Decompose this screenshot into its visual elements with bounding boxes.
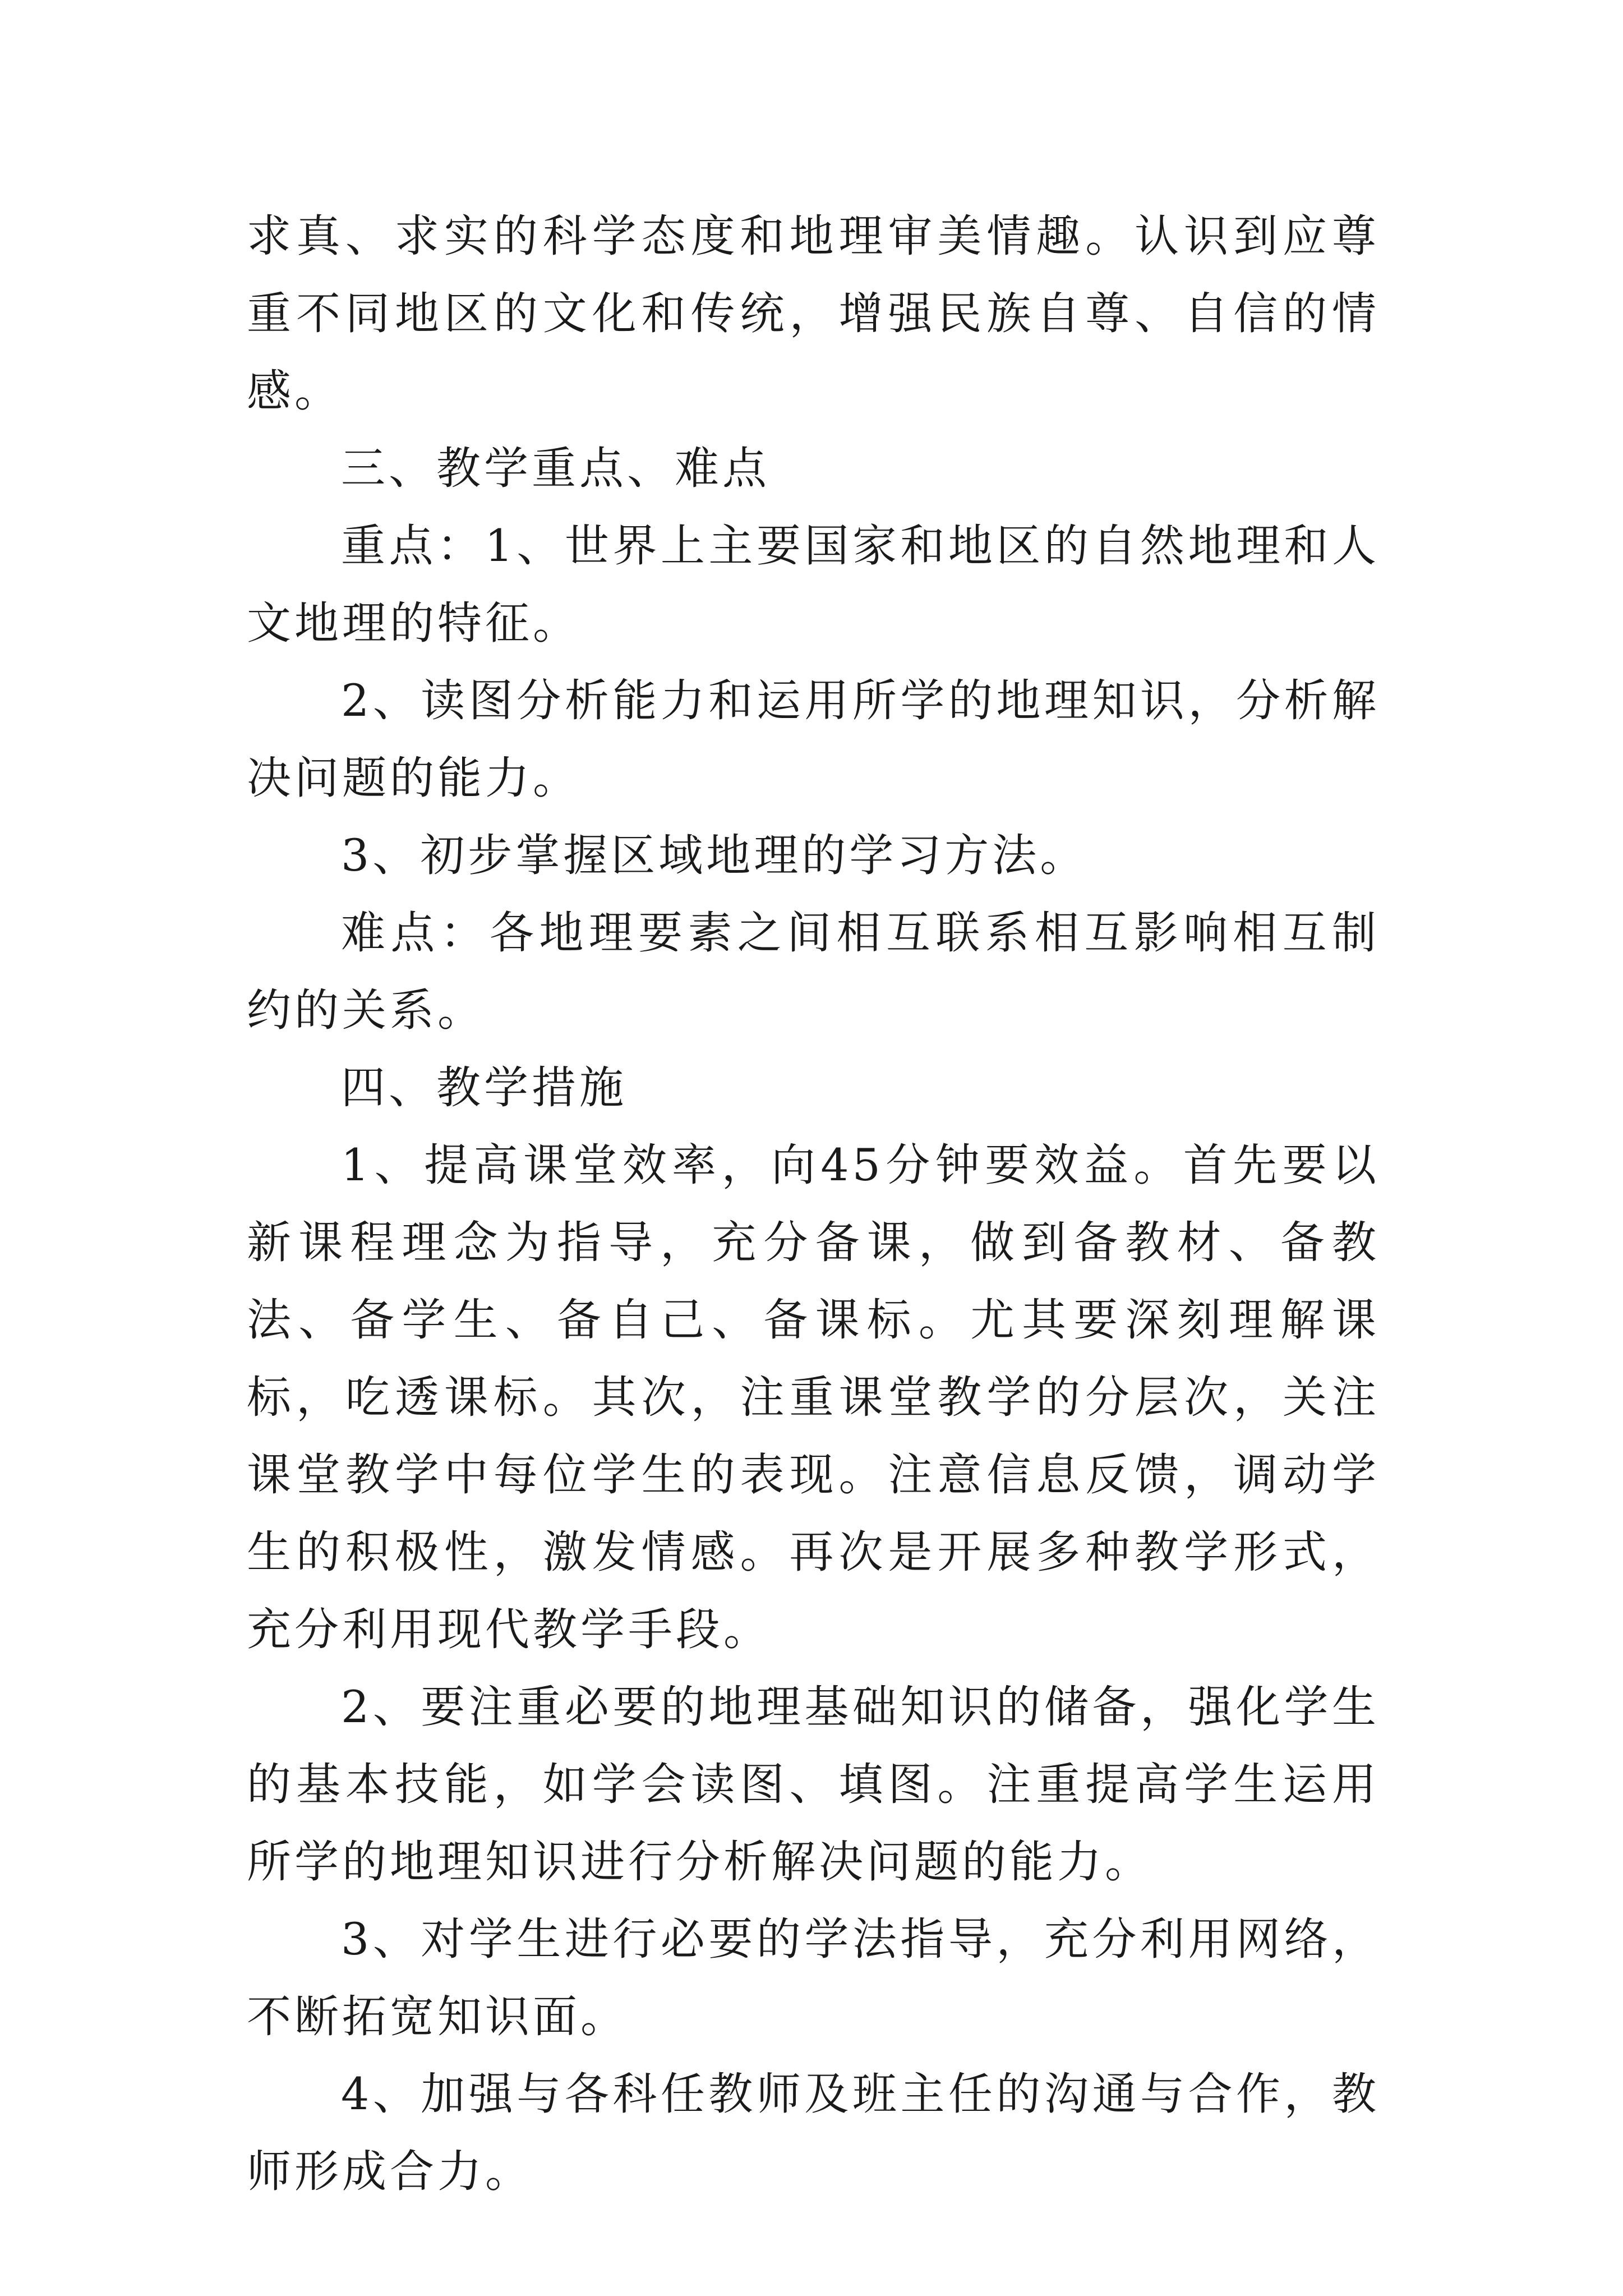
paragraph-measure-4: 4、加强与各科任教师及班主任的沟通与合作，教师形成合力。 [247, 2068, 1380, 2197]
section-heading-measures: 四、教学措施 [341, 1062, 627, 1114]
paragraph-key-point-1: 重点：1、世界上主要国家和地区的自然地理和人文地理的特征。 [247, 520, 1380, 649]
paragraph-continuation: 求真、求实的科学态度和地理审美情趣。认识到应尊重不同地区的文化和传统，增强民族自尊、自信的情感。 [247, 210, 1380, 417]
paragraph-key-point-2: 2、读图分析能力和运用所学的地理知识，分析解决问题的能力。 [247, 675, 1380, 804]
paragraph-measure-3: 3、对学生进行必要的学法指导，充分利用网络，不断拓宽知识面。 [247, 1913, 1380, 2042]
section-heading-key-points: 三、教学重点、难点 [341, 443, 770, 494]
paragraph-measure-1: 1、提高课堂效率，向45分钟要效益。首先要以新课程理念为指导，充分备课，做到备教材、备教法、备学生、备自己、备课标。尤其要深刻理解课标，吃透课标。其次，注重课堂教学的分层次，关注课堂教学中每位学生的表现。注意信息反馈，调动学生的积极性，激发情感。再次是开展多种教学形式，充分利用现代教学手段。 [247, 1139, 1380, 1655]
paragraph-key-point-3: 3、初步掌握区域地理的学习方法。 [341, 830, 1088, 881]
document-body [247, 197, 1380, 2210]
paragraph-measure-2: 2、要注重必要的地理基础知识的储备，强化学生的基本技能，如学会读图、填图。注重提高学生运用所学的地理知识进行分析解决问题的能力。 [247, 1681, 1380, 1888]
paragraph-difficulty: 难点：各地理要素之间相互联系相互影响相互制约的关系。 [247, 907, 1380, 1036]
